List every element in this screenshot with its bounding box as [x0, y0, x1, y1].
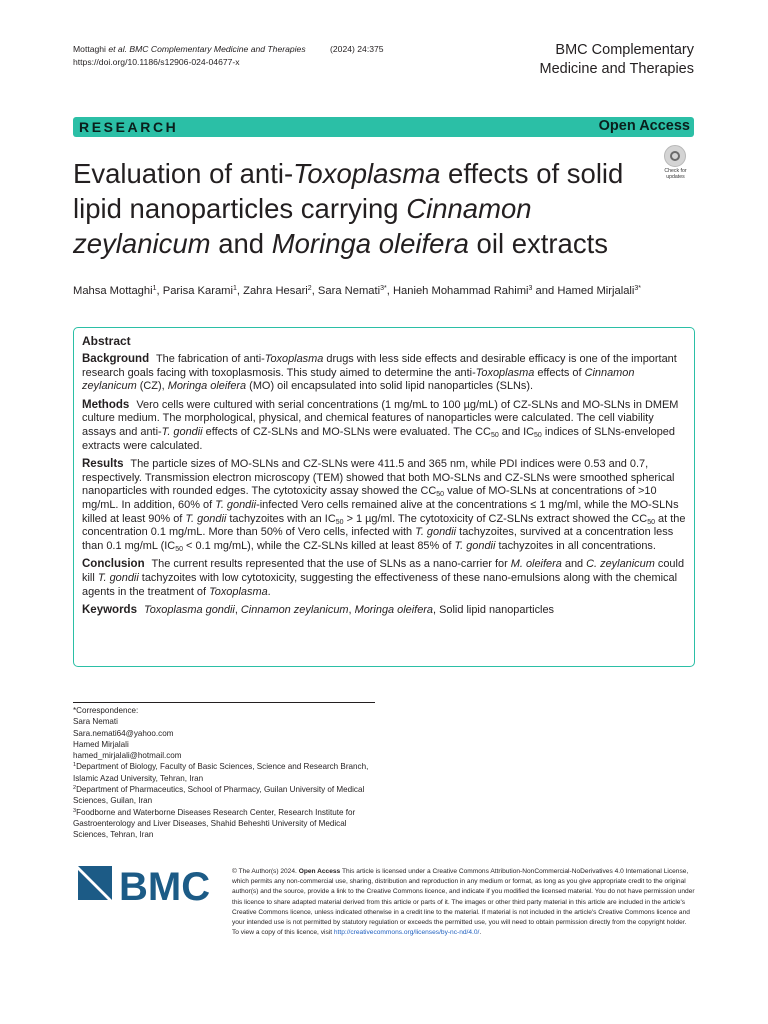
journal-name-line1: BMC Complementary [555, 42, 694, 58]
text: , Solid lipid nanoparticles [433, 604, 555, 617]
citation-line [73, 43, 384, 56]
author-separator: , [156, 285, 163, 297]
italic-text: T. gondii [185, 512, 227, 525]
footnote-divider [73, 702, 375, 703]
citation-authors: Mottaghi [73, 44, 106, 54]
affiliation-number: 3 [73, 807, 77, 814]
text: , [234, 604, 241, 617]
correspondent-name: Sara Nemati [73, 717, 118, 727]
italic-text: T. gondii [454, 539, 496, 552]
article-type-band [73, 117, 694, 137]
author-affiliation-sup: 1 [152, 285, 157, 292]
italic-text: T. gondii [161, 425, 203, 438]
text: and [561, 558, 587, 571]
check-for-updates-button[interactable] [657, 145, 694, 183]
section-label: Results [82, 458, 124, 471]
check-for-updates-icon [664, 145, 686, 167]
abstract-heading: Abstract [82, 334, 131, 348]
title-text: and [210, 228, 272, 259]
text: (MO) oil encapsulated into solid lipid nanoparticles (SLNs). [246, 380, 534, 393]
author-name[interactable]: Hanieh Mohammad Rahimi [392, 285, 529, 297]
text: indices of SLNs-enveloped extracts were calculated. [82, 425, 675, 452]
check-for-updates-line1: Check for [664, 168, 687, 174]
italic-text: T. gondii [97, 571, 139, 584]
italic-text: Toxoplasma [209, 585, 268, 598]
author-affiliation-sup: 3 [528, 285, 533, 292]
italic-text: Toxoplasma [475, 366, 535, 379]
author-affiliation-sup: 1 [233, 285, 237, 292]
keyword: Moringa oleifera [354, 604, 434, 617]
author-affiliation-sup: 3* [380, 285, 387, 292]
article-title [73, 156, 643, 261]
keyword: Cinnamon zeylanicum [240, 604, 349, 617]
text: at the concentration 0.1 mg/mL. More than 50% of Vero cells, infected with [82, 512, 686, 539]
text: -infected Vero cells remained alive at the concentrations ≤ 1 mg/ml, while the MO-SLNs killed at least 90% of [82, 498, 679, 525]
keyword: Toxoplasma gondii [144, 604, 235, 617]
italic-text: T. gondii [415, 526, 457, 539]
author-affiliation-sup: 2 [307, 285, 312, 292]
check-for-updates-label [657, 168, 694, 180]
author-name[interactable]: Sara Nemati [317, 285, 381, 297]
open-access-bold: Open Access [298, 868, 341, 875]
section-label: Methods [82, 398, 130, 411]
footnotes [73, 705, 373, 841]
open-access-label: Open Access [598, 118, 690, 134]
section-label: Conclusion [82, 558, 145, 571]
text: The current results represented that the use of SLNs as a nano-carrier for [151, 558, 511, 571]
author-name[interactable]: Hamed Mirjalali [557, 285, 635, 297]
italic-text: Moringa oleifera [167, 380, 247, 393]
abstract-box [73, 327, 695, 667]
subscript: 50 [490, 431, 499, 439]
title-italic-text: Moringa oleifera [271, 228, 469, 259]
abstract-content [82, 334, 686, 623]
correspondent-email[interactable]: hamed_mirjalali@hotmail.com [73, 751, 182, 761]
text: . [267, 585, 271, 598]
text: ˂ 0.1 mg/mL), while the CZ-SLNs killed at least 85% of [183, 539, 455, 552]
author-name[interactable]: Parisa Karami [162, 285, 233, 297]
text: effects of CZ-SLNs and MO-SLNs were evaluated. The CC [202, 425, 491, 438]
author-name[interactable]: Mahsa Mottaghi [73, 285, 153, 297]
italic-text: Toxoplasma [264, 353, 324, 365]
text: could kill [82, 558, 685, 584]
text: Vero cells were cultured with serial concentrations (1 mg/mL to 100 µg/mL) of CZ-SLNs and MO-SLNs in DMEM culture medium. The morphological, physical, and chemical features of nanoparticles were calculated. The cell viability assays and anti- [82, 398, 679, 438]
text: > 1 µg/ml. The cytotoxicity of CZ-SLNs extract showed the CC [343, 512, 648, 525]
citation-etal: et al. [108, 44, 127, 54]
text: drugs with less side effects and desirable efficacy is one of the important research goals facing with toxoplasmosis. This study aimed to determine the anti- [82, 353, 677, 379]
title-text: oil extracts [468, 228, 608, 259]
affiliation-2 [73, 784, 373, 807]
subscript: 50 [175, 545, 184, 553]
subscript: 50 [436, 491, 445, 499]
author-separator: and [532, 285, 558, 297]
journal-name [540, 41, 695, 79]
author-separator: , [311, 285, 318, 297]
text: This article is licensed under a Creative Commons Attribution-NonCommercial-NoDerivatives 4.0 International License, which permits any non-commercial use, sharing, distribution and reproduction in any medium or format, as long as you give appropriate credit to the original author(s) and the source, provide a link to the Creative Commons licence, and indicate if you modified the licensed material. You do not have permission under this licence to share adapted material derived from this article or parts of it. The images or other third party material in this article are included in the article's Creative Commons licence, unless indicated otherwise in a credit line to the material. If material is not included in the article's Creative Commons licence and your intended use is not permitted by statutory regulation or exceeds the permitted use, you will need to obtain permission directly from the copyright holder. To view a copy of this licence, visit [232, 868, 695, 937]
text: tachyzoites, survived at a concentration less than 0.1 mg/mL (IC [82, 526, 674, 552]
affiliation-text: Department of Biology, Faculty of Basic Sciences, Science and Research Branch, Islamic Azad University, Tehran, Iran [73, 762, 369, 783]
correspondent-name: Hamed Mirjalali [73, 739, 129, 749]
correspondent-email[interactable]: Sara.nemati64@yahoo.com [73, 728, 174, 738]
abstract-results [82, 458, 686, 553]
subscript: 50 [647, 518, 655, 526]
section-label: Keywords [82, 604, 137, 617]
doi-link[interactable]: https://doi.org/10.1186/s12906-024-04677-x [73, 57, 240, 67]
subscript: 50 [534, 431, 542, 439]
journal-name-line2: Medicine and Therapies [539, 61, 694, 77]
abstract-background [82, 353, 686, 394]
text: © The Author(s) 2024. [232, 868, 299, 875]
affiliation-number: 2 [73, 785, 77, 792]
title-italic-text: Toxoplasma [293, 158, 441, 189]
italic-text: M. oleifera [510, 558, 562, 571]
affiliation-1 [73, 761, 373, 784]
title-italic-text: Cinnamon zeylanicum [73, 193, 532, 259]
text: tachyzoites with an IC [226, 512, 336, 525]
license-link[interactable]: http://creativecommons.org/licenses/by-nc-nd/4.0/ [333, 929, 480, 937]
citation-year: (2024) 24:375 [330, 44, 384, 54]
text: and IC [498, 425, 535, 438]
section-label: Background [82, 353, 150, 365]
text: value of MO-SLNs at concentrations of ˃10 mg/mL. In addition, 60% of [82, 485, 657, 511]
italic-text: T. gondii [215, 498, 257, 511]
text: The fabrication of anti- [155, 353, 265, 365]
subscript: 50 [335, 518, 344, 526]
correspondence-label: *Correspondence: [73, 706, 139, 715]
author-list [73, 283, 698, 299]
affiliation-3 [73, 807, 373, 841]
abstract-methods [82, 399, 686, 453]
text: tachyzoites with low cytotoxicity, suggesting the effectiveness of these nano-emulsions along with the chemical agents in the treatment of [82, 571, 678, 598]
text: effects of [534, 366, 585, 379]
abstract-conclusion [82, 558, 686, 599]
text: . [479, 929, 482, 937]
bmc-logo-icon [78, 866, 216, 908]
running-header [73, 43, 384, 69]
author-name[interactable]: Zahra Hesari [243, 285, 308, 297]
affiliation-text: Foodborne and Waterborne Diseases Research Center, Research Institute for Gastroenterology and Liver Diseases, Shahid Beheshti University of Medical Sciences, Tehran, Iran [73, 807, 356, 840]
text: , [348, 604, 355, 617]
affiliation-text: Department of Pharmaceutics, School of Pharmacy, Guilan University of Medical Sciences, Guilan, Iran [73, 785, 365, 806]
author-separator: , [236, 285, 244, 297]
title-text: effects of solid lipid nanoparticles carrying [73, 158, 624, 224]
abstract-keywords [82, 604, 686, 618]
bmc-logo [78, 866, 216, 908]
check-for-updates-line2: updates [666, 174, 685, 180]
article-type-label: RESEARCH [79, 119, 179, 135]
text: The particle sizes of MO-SLNs and CZ-SLNs were 411.5 and 365 nm, while PDI indices were 0.53 and 0.7, respectively. Transmission electron microscopy (TEM) showed that both MO-SLNs and CZ-SLNs were smoothed spherical nanoparticles with rounded edges. The cytotoxicity assay showed the CC [82, 458, 675, 498]
author-affiliation-sup: 3* [634, 285, 642, 292]
bmc-logo-text: BMC [119, 866, 211, 908]
text: (CZ), [136, 380, 168, 393]
license-text [232, 867, 695, 938]
affiliation-number: 1 [73, 762, 77, 769]
italic-text: C. zeylanicum [586, 558, 655, 571]
citation-journal: BMC Complementary Medicine and Therapies [129, 44, 306, 54]
author-separator: , [386, 285, 393, 297]
italic-text: Cinnamon zeylanicum [82, 366, 635, 393]
title-text: Evaluation of anti- [73, 158, 294, 189]
text: tachyzoites in all concentrations. [495, 539, 656, 552]
